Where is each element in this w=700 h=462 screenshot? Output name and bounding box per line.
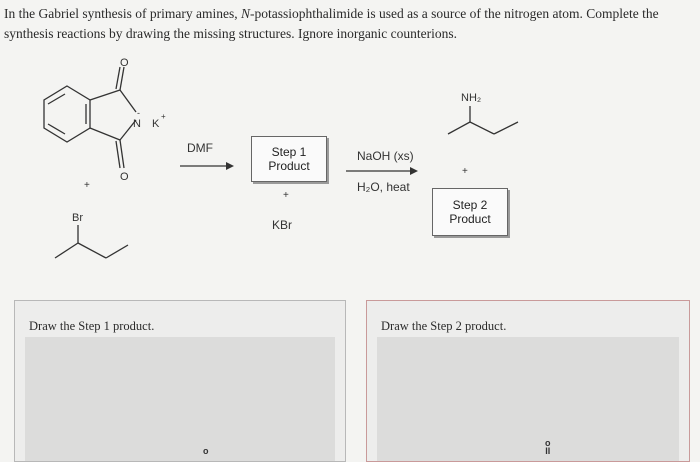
step2-box-line2: Product [449,212,491,226]
kbr-label: KBr [272,218,293,232]
benzene-ring [44,86,90,142]
carbonyl-icon-bond: II [545,446,551,456]
amine-label: NH₂ [461,92,482,104]
question-italic-n: N [240,6,250,21]
step1-draw-canvas[interactable] [25,337,335,461]
nitrogen-label: N [133,118,141,130]
potassium-charge: + [161,112,166,121]
potassium-label: K [152,118,160,130]
oxygen-top-label: O [120,57,129,69]
step1-panel-title: Draw the Step 1 product. [29,319,155,333]
step2-panel-title: Draw the Step 2 product. [381,319,507,333]
nitrogen-charge: - [137,108,140,118]
step1-draw-panel[interactable] [14,300,346,462]
step2-product-box[interactable] [432,188,508,236]
step1-product-box[interactable] [251,136,327,182]
step1-box-line1: Step 1 [271,145,307,159]
carbonyl-tool-icon[interactable] [545,439,551,455]
question-part-2: -potassiophthalimide is used as a source of the nitrogen atom. Complete the synthesis reactions by drawing the missing structures. Ignore inorganic counterions. [4,6,659,41]
plus-right: + [462,166,468,177]
plus-middle: + [283,190,289,201]
question-part-1: In the Gabriel synthesis of primary amines, [4,6,241,21]
plus-left: + [84,180,90,191]
step2-condition-bottom: H₂O, heat [357,180,410,194]
step2-box-line1: Step 2 [452,198,488,212]
step2-draw-canvas[interactable] [377,337,679,461]
oxygen-bottom-label: O [120,171,129,183]
step2-draw-panel[interactable] [366,300,690,462]
carbonyl-icon-o: o [545,438,551,448]
step1-box-line2: Product [268,159,310,173]
ring-tool-icon[interactable]: o [203,446,209,456]
step1-condition: DMF [187,141,213,155]
bromine-label: Br [72,212,83,224]
step2-condition-top: NaOH (xs) [357,149,414,163]
